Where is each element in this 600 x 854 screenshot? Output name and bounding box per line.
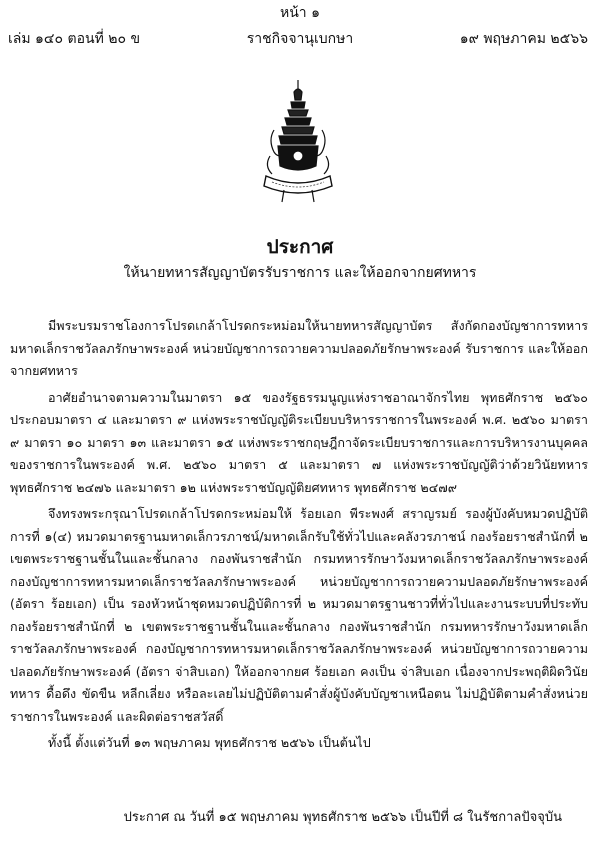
paragraph: มีพระบรมราชโองการโปรดเกล้าโปรดกระหม่อมให้นายทหารสัญญาบัตร สังกัดกองบัญชาการทหารมหาดเล็กราชวัลลภรักษาพระองค์ หน่วยบัญชาการถวายความปลอดภัยรักษาพระองค์ รับราชการ และให้ออกจากยศทหาร	[10, 318, 588, 378]
paragraph: ทั้งนี้ ตั้งแต่วันที่ ๑๓ พฤษภาคม พุทธศักราช ๒๕๖๖ เป็นต้นไป	[48, 735, 371, 750]
publication-date: ๑๙ พฤษภาคม ๒๕๖๖	[459, 31, 588, 47]
gazette-name: ราชกิจจานุเบกษา	[246, 31, 354, 47]
announcement-body	[10, 315, 588, 759]
announcement-subtitle: ให้นายทหารสัญญาบัตรรับราชการ และให้ออกจากยศทหาร	[123, 265, 477, 281]
volume-issue: เล่ม ๑๔๐ ตอนที่ ๒๐ ข	[8, 31, 141, 47]
paragraph: อาศัยอำนาจตามความในมาตรา ๑๕ ของรัฐธรรมนูญแห่งราชอาณาจักรไทย พุทธศักราช ๒๕๖๐ ประกอบมาตรา ๔ และมาตรา ๙ แห่งพระราชบัญญัติระเบียบบริหารราชการในพระองค์ พ.ศ. ๒๕๖๐ มาตรา ๙ มาตรา ๑๐ มาตรา ๑๓ และมาตรา ๑๕ แห่งพระราชกฤษฎีกาจัดระเบียบราชการและการบริหารงานบุคคลของราชการในพระองค์ พ.ศ. ๒๕๖๐ มาตรา ๕ และมาตรา ๗ แห่งพระราชบัญญัติว่าด้วยวินัยทหาร พุทธศักราช ๒๔๗๖ และมาตรา ๑๒ แห่งพระราชบัญญัติยศทหาร พุทธศักราช ๒๔๗๙	[10, 389, 588, 495]
announcement-title: ประกาศ	[266, 236, 334, 258]
page-number: หน้า ๑	[280, 5, 320, 21]
royal-emblem-icon	[260, 78, 336, 208]
closing-date-line: ประกาศ ณ วันที่ ๑๕ พฤษภาคม พุทธศักราช ๒๕๖๖ เป็นปีที่ ๘ ในรัชกาลปัจจุบัน	[123, 810, 562, 825]
gazette-header	[0, 0, 600, 60]
paragraph: จึงทรงพระกรุณาโปรดเกล้าโปรดกระหม่อมให้ ร้อยเอก พีระพงศ์ สราญรมย์ รองผู้บังคับหมวดปฏิบัติการที่ ๑(๔) หมวดมาตรฐานมหาดเล็กวรภาชน์/มหาดเล็กรับใช้ทั่วไปและคลังวรภาชน์ กองร้อยราชสำนักที่ ๒ เขตพระราชฐานชั้นในและชั้นกลาง กองพันราชสำนัก กรมทหารรักษาวังมหาดเล็กราชวัลลภรักษาพระองค์ กองบัญชาการทหารมหาดเล็กราชวัลลภรักษาพระองค์ หน่วยบัญชาการถวายความปลอดภัยรักษาพระองค์ (อัตรา ร้อยเอก) เป็น รองหัวหน้าชุดหมวดปฏิบัติการที่ ๒ หมวดมาตรฐานชาวที่ทั่วไปและงานระบบที่ประทับ กองร้อยราชสำนักที่ ๒ เขตพระราชฐานชั้นในและชั้นกลาง กองพันราชสำนัก กรมทหารรักษาวังมหาดเล็กราชวัลลภรักษาพระองค์ กองบัญชาการทหารมหาดเล็กราชวัลลภรักษาพระองค์ หน่วยบัญชาการถวายความปลอดภัยรักษาพระองค์ (อัตรา จ่าสิบเอก) ให้ออกจากยศ ร้อยเอก คงเป็น จ่าสิบเอก เนื่องจากประพฤติผิดวินัยทหาร ดื้อดึง ขัดขืน หลีกเลี่ยง หรือละเลยไม่ปฏิบัติตามคำสั่งผู้บังคับบัญชาเหนือตน ไม่ปฏิบัติตามคำสั่งหน่วยราชการในพระองค์ และผิดต่อราชสวัสดิ์	[10, 506, 588, 724]
